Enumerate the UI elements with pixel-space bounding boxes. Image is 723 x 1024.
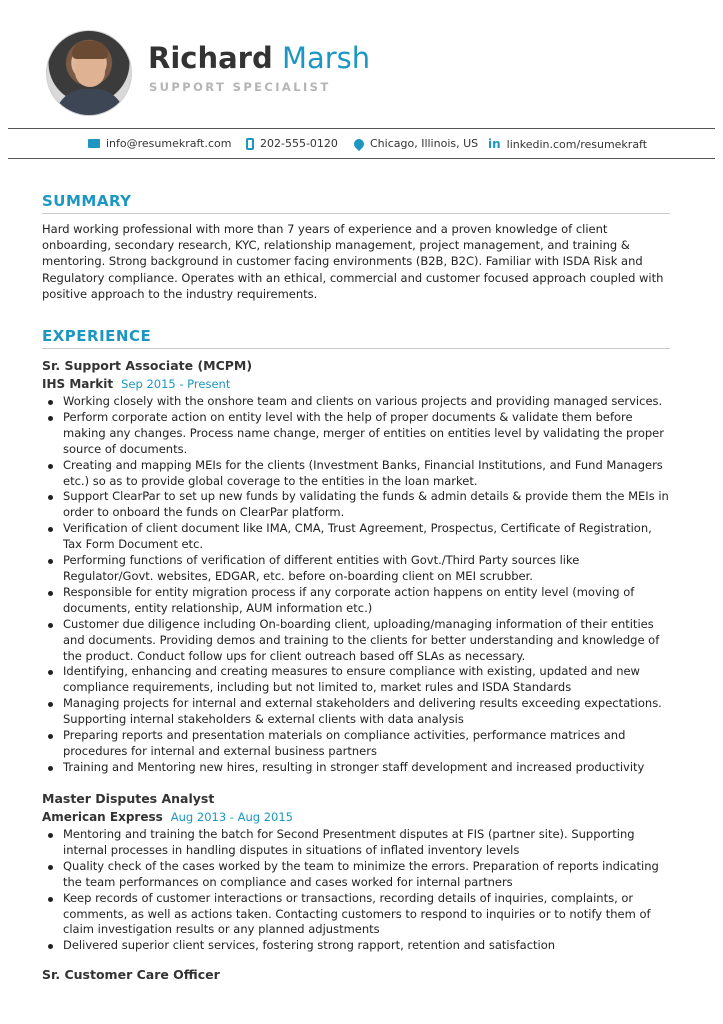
job-dates: Aug 2013 - Aug 2015 — [170, 810, 293, 824]
list-item: Preparing reports and presentation materials on compliance activities, performance matrices and procedures for internal and external business partners — [45, 728, 673, 760]
list-item: Support ClearPar to set up new funds by validating the funds & admin details & provide them the MEIs in order to onboard the funds on ClearPar platform. — [45, 489, 673, 521]
company-line — [42, 377, 230, 391]
list-item: Mentoring and training the batch for Second Presentment disputes at FIS (partner site). Supporting internal processes in handling disputes in situations of inflated inventory levels — [45, 827, 673, 859]
list-item: Quality check of the cases worked by the team to minimize the errors. Preparation of reports indicating the team performances on compliance and cases worked for internal partners — [45, 859, 673, 891]
job-bullets — [45, 394, 673, 776]
list-item: Responsible for entity migration process if any corporate action happens on entity level (moving of documents, entity relationship, AUM information etc.) — [45, 585, 673, 617]
linkedin-text: linkedin.com/resumekraft — [506, 137, 648, 151]
list-item: Identifying, enhancing and creating measures to ensure compliance with existing, updated and new compliance requirements, including but not limited to, market rules and ISDA Standards — [45, 664, 673, 696]
location-text: Chicago, Illinois, US — [370, 137, 479, 150]
list-item: Working closely with the onshore team and clients on various projects and providing managed services. — [45, 394, 673, 410]
list-item: Performing functions of verification of different entities with Govt./Third Party sources like Regulator/Govt. websites, EDGAR, etc. before on-boarding client on MEI scrubber. — [45, 553, 673, 585]
summary-divider — [42, 213, 670, 214]
location-pin-icon — [352, 136, 366, 150]
last-name: Marsh — [281, 41, 371, 75]
job-dates: Sep 2015 - Present — [121, 377, 231, 391]
contact-email[interactable] — [88, 137, 231, 150]
job-title: Master Disputes Analyst — [42, 791, 215, 806]
resume-header — [0, 0, 723, 128]
job-role: SUPPORT SPECIALIST — [149, 80, 331, 94]
email-text: info@resumekraft.com — [106, 137, 232, 150]
phone-icon — [246, 138, 254, 150]
profile-photo-hair — [72, 41, 108, 59]
contact-phone[interactable] — [246, 137, 338, 150]
summary-text: Hard working professional with more than 7 years of experience and a proven knowledge of client onboarding, secondary research, KYC, relationship management, project management, and training & mentoring. Strong background in customer facing environments (B2B, B2C). Familiar with ISDA Risk and Regulatory compliance. Operates with an ethical, commercial and customer focused approach coupled with positive approach to the industry requirements. — [42, 222, 664, 301]
experience-heading: EXPERIENCE — [42, 327, 152, 345]
list-item: Customer due diligence including On-boarding client, uploading/managing information of their entities and documents. Providing demos and training to the clients for better understanding and knowledge of the product. Conduct follow ups for client outreach based off SLAs as necessary. — [45, 617, 673, 665]
experience-divider — [42, 348, 670, 349]
list-item: Delivered superior client services, fostering strong rapport, retention and satisfaction — [45, 938, 673, 954]
profile-photo-shirt — [55, 89, 125, 116]
job-title: Sr. Support Associate (MCPM) — [42, 358, 253, 373]
contact-linkedin[interactable] — [488, 137, 647, 151]
linkedin-icon: in — [488, 137, 501, 151]
list-item: Perform corporate action on entity level with the help of proper documents & validate them before making any changes. Process name change, merger of entities on entities level by validating the proper source of documents. — [45, 410, 673, 458]
profile-photo — [46, 30, 132, 116]
list-item: Creating and mapping MEIs for the clients (Investment Banks, Financial Institutions, and Fund Managers etc.) so as to provide global coverage to the entities in the loan market. — [45, 458, 673, 490]
list-item: Keep records of customer interactions or transactions, recording details of inquiries, complaints, or comments, as well as actions taken. Contacting customers to respond to inquiries or to notify them of claim investigation results or any planned adjustments — [45, 891, 673, 939]
job-title: Sr. Customer Care Officer — [42, 967, 220, 982]
contact-location — [354, 137, 478, 150]
company-name: American Express — [42, 810, 163, 824]
candidate-name — [148, 40, 370, 76]
contact-bar — [8, 128, 715, 159]
company-name: IHS Markit — [42, 377, 114, 391]
mail-icon — [88, 139, 100, 148]
company-line — [42, 810, 293, 824]
list-item: Managing projects for internal and external stakeholders and delivering results exceeding expectations. Supporting internal stakeholders & external clients with data analysis — [45, 696, 673, 728]
first-name: Richard — [148, 41, 273, 75]
list-item: Training and Mentoring new hires, resulting in stronger staff development and increased productivity — [45, 760, 673, 776]
phone-text: 202-555-0120 — [260, 137, 338, 150]
job-bullets — [45, 827, 673, 954]
list-item: Verification of client document like IMA, CMA, Trust Agreement, Prospectus, Certificate of Registration, Tax Form Document etc. — [45, 521, 673, 553]
summary-heading: SUMMARY — [42, 192, 132, 210]
